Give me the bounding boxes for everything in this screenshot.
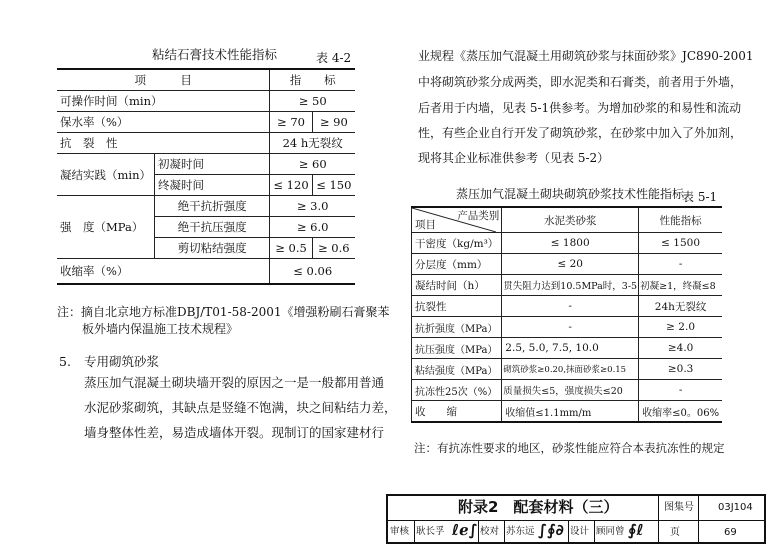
table-4-2-note: 注：摘自北京地方标准DBJ/T01-58-2001《增强粉刷石膏聚苯 (57, 305, 390, 319)
t42-cell: ≥ 70 (270, 112, 312, 133)
t51-cell: 砌筑砂浆≥0.20,抹面砂浆≥0.15 (502, 359, 639, 380)
t51-header-corner (412, 207, 502, 233)
t51-cell: 质量损失≤5，强度损失≤20 (502, 380, 639, 401)
t51-cell: - (639, 254, 722, 275)
paragraph-line: 中将砌筑砂浆分成两类，即水泥类和石膏类，前者用于外墙， (418, 75, 743, 89)
t51-cell: - (639, 380, 722, 401)
atlas-number-label: 图集号 (664, 502, 694, 513)
title-block (386, 494, 766, 544)
t42-cell: 收缩率（%） (57, 259, 270, 285)
t42-cell: ≥ 90 (312, 112, 355, 133)
t51-cell: ≤ 1800 (502, 233, 639, 254)
table-5-1-title: 蒸压加气混凝土砌块砌筑砂浆技术性能指标 (456, 187, 685, 201)
t51-cell: ≥ 2.0 (639, 317, 722, 338)
t42-cell: 抗 裂 性 (57, 133, 270, 154)
table-5-1-number: 表 5-1 (682, 190, 718, 204)
table-5-1 (411, 206, 722, 423)
table-4-2 (57, 68, 355, 285)
t51-cell: 贯失阻力达到10.5MPa时，3-5 (502, 275, 639, 296)
table-4-2-number: 表 4-2 (316, 51, 352, 65)
section-title: 专用砌筑砂浆 (84, 354, 160, 369)
t42-cell: 24 h无裂纹 (270, 133, 355, 154)
t42-cell: ≥ 6.0 (270, 217, 355, 238)
t51-cell: 24h无裂纹 (639, 296, 722, 317)
t51-header-performance: 性能指标 (639, 207, 722, 233)
t51-cell: 收缩值≤1.1mm/m (502, 401, 639, 423)
signature-mark: ℓℯ∫ (452, 521, 478, 539)
t42-cell: 绝干抗压强度 (155, 217, 270, 238)
t42-cell: ≥ 60 (270, 154, 355, 175)
page-label: 页 (670, 527, 680, 538)
paragraph-line: 后者用于内墙，见表 5-1供参考。为增加砂浆的和易性和流动 (418, 101, 742, 115)
t42-cell: 终凝时间 (155, 175, 270, 196)
t42-header-item: 项 目 (57, 69, 270, 91)
paragraph-line: 水泥砂浆砌筑，其缺点是竖缝不饱满，块之间粘结力差， (84, 400, 397, 415)
paragraph-line: 蒸压加气混凝土砌块墙开裂的原因之一是一般都用普通 (84, 375, 385, 390)
t51-cell: - (502, 296, 639, 317)
paragraph-line: 墙身整体性差，易造成墙体开裂。现制订的国家建材行 (84, 425, 385, 440)
t51-row-label: 抗裂性 (412, 296, 502, 317)
t42-header-value: 指 标 (270, 69, 355, 91)
t51-row-label: 粘结强度（MPa） (412, 359, 502, 380)
t51-cell: ≥4.0 (639, 338, 722, 359)
t51-cell: ≤ 1500 (639, 233, 722, 254)
t42-cell: ≥ 0.5 (270, 238, 312, 259)
t51-cell: 收缩率≤0。06% (639, 401, 722, 423)
t51-row-label: 抗压强度（MPa） (412, 338, 502, 359)
role-label: 校对 (480, 526, 500, 537)
atlas-number: 03J104 (718, 502, 753, 513)
t51-row-label: 收 缩 (412, 401, 502, 423)
paragraph-line: 性，有些企业自行开发了砌筑砂浆，在砂浆中加入了外加剂， (418, 126, 743, 140)
page-number: 69 (724, 527, 737, 538)
t51-header-category: 产品类别 (457, 210, 500, 222)
t42-cell: 保水率（%） (57, 112, 270, 133)
t51-row-label: 凝结时间（h） (412, 275, 502, 296)
t51-header-cement: 水泥类砂浆 (502, 207, 639, 233)
t51-row-label: 抗冻性25次（%） (412, 380, 502, 401)
t51-cell: ≤ 20 (502, 254, 639, 275)
t51-cell: - (502, 317, 639, 338)
section-number: 5. (59, 354, 71, 369)
signer-name: 顾同曾 (596, 526, 625, 537)
paragraph-line: 现将其企业标准供参考（见表 5-2） (418, 151, 610, 165)
t42-cell: ≤ 0.06 (270, 259, 355, 285)
t42-cell: ≤ 120 (270, 175, 312, 196)
t42-cell: ≥ 3.0 (270, 196, 355, 217)
role-label: 审核 (390, 526, 410, 537)
signer-name: 苏东远 (506, 526, 535, 537)
t42-cell: 初凝时间 (155, 154, 270, 175)
t42-cell: ≥ 0.6 (312, 238, 355, 259)
t51-cell: 2.5, 5.0, 7.5, 10.0 (502, 338, 639, 359)
t42-cell: 绝干抗折强度 (155, 196, 270, 217)
table-5-1-note: 注：有抗冻性要求的地区，砂浆性能应符合本表抗冻性的规定 (414, 441, 725, 455)
t51-row-label: 分层度（mm） (412, 254, 502, 275)
paragraph-line: 业规程《蒸压加气混凝土用砌筑砂浆与抹面砂浆》JC890-2001 (418, 49, 754, 63)
signature-row (388, 521, 658, 542)
t42-cell: ≤ 150 (312, 175, 355, 196)
t51-cell: 初凝≥1，终凝≤8 (639, 275, 722, 296)
t51-cell: ≥0.3 (639, 359, 722, 380)
signature-mark: ∫∮∂ (538, 521, 564, 539)
t42-cell: 强 度（MPa） (57, 196, 155, 259)
t42-cell: 凝结实践（min） (57, 154, 155, 196)
role-label: 设计 (570, 526, 590, 537)
t51-row-label: 干密度（kg/m³） (412, 233, 502, 254)
signer-name: 耿长孚 (416, 526, 445, 537)
table-4-2-title: 粘结石膏技术性能指标 (152, 47, 278, 62)
t42-cell: 剪切粘结强度 (155, 238, 270, 259)
t42-cell: 可操作时间（min） (57, 91, 270, 112)
t42-cell: ≥ 50 (270, 91, 355, 112)
signature-mark: ∮ℓ (628, 521, 644, 539)
table-4-2-note-cont: 板外墙内保温施工技术规程》 (82, 322, 239, 336)
t51-row-label: 抗折强度（MPa） (412, 317, 502, 338)
drawing-title: 附录2 配套材料（三） (458, 498, 619, 516)
t51-header-item: 项目 (415, 219, 436, 231)
